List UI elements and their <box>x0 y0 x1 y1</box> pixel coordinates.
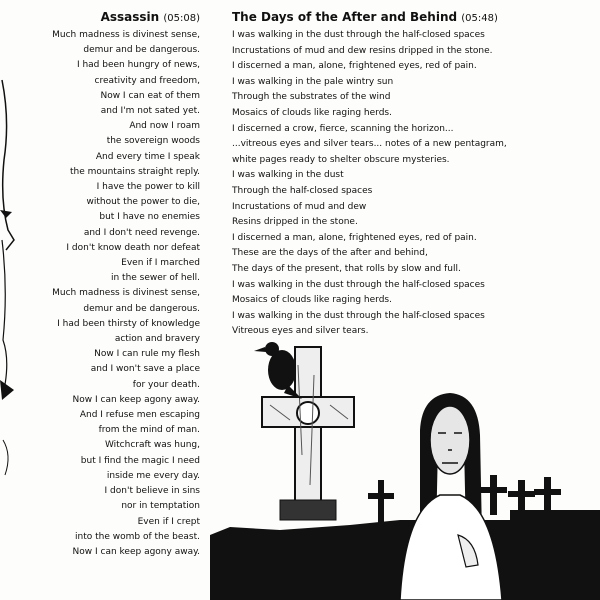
assassin-lyric-line: demur and be dangerous. <box>83 45 200 56</box>
assassin-lyric-line: Much madness is divinest sense, <box>52 30 200 40</box>
assassin-duration: (05:08) <box>163 13 200 24</box>
assassin-lyric-line: creativity and freedom, <box>94 75 200 86</box>
assassin-lyric-line: Now I can keep agony away. <box>72 394 200 405</box>
assassin-lyric-line: And I refuse men escaping <box>79 410 200 421</box>
days-lyric-line: I was walking in the dust through the half-closed spaces <box>232 310 485 321</box>
days-lyric-line: The days of the present, that rolls by slow and full. <box>232 263 461 274</box>
days-duration: (05:48) <box>461 13 498 24</box>
assassin-lyric-line: but I find the magic I need <box>80 455 200 466</box>
assassin-lyric-line: without the power to die, <box>86 197 200 208</box>
days-lyric-line: white pages ready to shelter obscure mysteries. <box>232 154 450 165</box>
days-lyric-line: I was walking in the dust <box>232 170 344 181</box>
assassin-lyric-line: Now I can keep agony away. <box>72 546 200 557</box>
edge-drawing <box>0 60 22 480</box>
assassin-lyric-line: I don't know death nor defeat <box>66 242 200 253</box>
assassin-title <box>20 10 200 26</box>
days-lyric-line: I discerned a crow, fierce, scanning the horizon... <box>232 123 454 134</box>
assassin-lyric-line: but I have no enemies <box>99 212 200 223</box>
assassin-lyric-line: I had been thirsty of knowledge <box>57 318 200 329</box>
assassin-lyric-line: Even if I marched <box>121 258 200 269</box>
assassin-lyric-line: Much madness is divinest sense, <box>52 288 200 299</box>
days-lyric-line: Mosaics of clouds like raging herds. <box>232 295 392 306</box>
assassin-lyric-line: and I'm not sated yet. <box>100 106 200 117</box>
days-lyric-line: Resins dripped in the stone. <box>232 217 358 228</box>
days-title-text: The Days of the After and Behind <box>232 10 458 24</box>
assassin-lyric-line: and I won't save a place <box>90 364 200 375</box>
assassin-lyric-line: Even if I crept <box>137 516 200 527</box>
assassin-lyric-line: inside me every day. <box>106 470 200 481</box>
assassin-lyric-line: and I don't need revenge. <box>83 227 200 238</box>
days-lyrics <box>232 10 592 340</box>
days-title <box>232 10 592 26</box>
assassin-lines <box>20 28 200 560</box>
cemetery-illustration <box>210 335 600 600</box>
days-lines <box>232 28 592 340</box>
days-lyric-line: Mosaics of clouds like raging herds. <box>232 107 392 118</box>
days-lyric-line: ...vitreous eyes and silver tears... notes of a new pentagram, <box>232 139 507 150</box>
assassin-lyric-line: Witchcraft was hung, <box>104 440 200 451</box>
assassin-lyric-line: And now I roam <box>129 121 200 132</box>
woman-figure <box>400 393 502 600</box>
assassin-lyric-line: And every time I speak <box>95 151 200 162</box>
days-lyric-line: Through the half-closed spaces <box>232 185 373 196</box>
days-lyric-line: Incrustations of mud and dew resins dripped in the stone. <box>232 45 493 56</box>
assassin-lyric-line: I don't believe in sins <box>104 486 200 497</box>
assassin-title-text: Assassin <box>100 10 160 24</box>
assassin-lyric-line: from the mind of man. <box>98 425 200 436</box>
assassin-lyric-line: the sovereign woods <box>106 136 200 147</box>
assassin-lyric-line: action and bravery <box>114 334 200 345</box>
assassin-lyric-line: in the sewer of hell. <box>110 273 200 284</box>
assassin-lyric-line: into the womb of the beast. <box>75 531 200 542</box>
days-lyric-line: I discerned a man, alone, frightened eyes, red of pain. <box>232 61 477 72</box>
assassin-lyric-line: I had been hungry of news, <box>76 60 200 71</box>
days-lyric-line: I was walking in the dust through the half-closed spaces <box>232 279 485 290</box>
assassin-lyric-line: the mountains straight reply. <box>69 166 200 177</box>
assassin-lyrics <box>20 10 200 560</box>
assassin-lyric-line: demur and be dangerous. <box>83 303 200 314</box>
assassin-lyric-line: I have the power to kill <box>96 182 200 193</box>
assassin-lyric-line: Now I can rule my flesh <box>94 349 200 360</box>
days-lyric-line: These are the days of the after and behind, <box>232 248 428 259</box>
days-lyric-line: Incrustations of mud and dew <box>232 201 367 212</box>
assassin-lyric-line: for your death. <box>132 379 200 390</box>
days-lyric-line: Through the substrates of the wind <box>232 92 391 103</box>
assassin-lyric-line: Now I can eat of them <box>100 90 200 101</box>
assassin-lyric-line: nor in temptation <box>121 501 200 512</box>
days-lyric-line: I was walking in the dust through the half-closed spaces <box>232 30 485 40</box>
days-lyric-line: Vitreous eyes and silver tears. <box>232 326 369 337</box>
days-lyric-line: I was walking in the pale wintry sun <box>232 76 394 87</box>
days-lyric-line: I discerned a man, alone, frightened eyes, red of pain. <box>232 232 477 243</box>
